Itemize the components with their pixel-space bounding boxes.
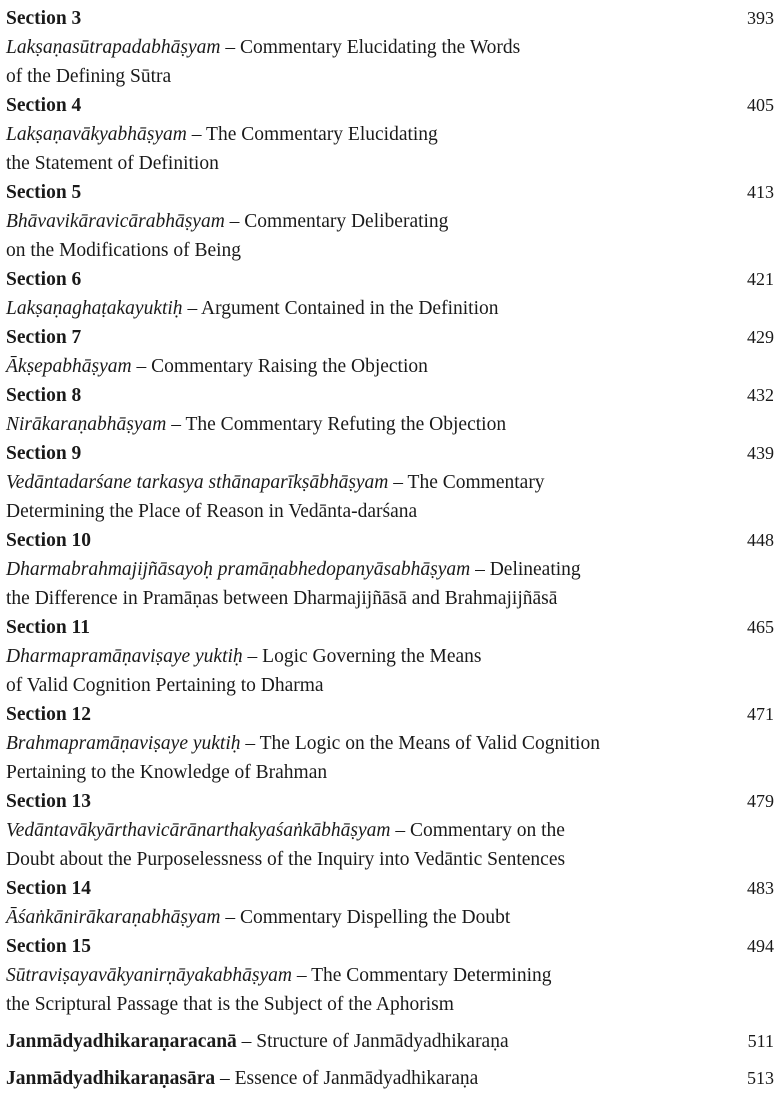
- english-description-continued: Pertaining to the Knowledge of Brahman: [6, 762, 328, 783]
- toc-entry-section-10: [6, 526, 778, 613]
- section-label: Section 11: [6, 617, 90, 638]
- toc-entry-structure: [6, 1027, 778, 1056]
- page-number: 483: [747, 878, 774, 898]
- english-description-continued: the Statement of Definition: [6, 153, 219, 174]
- english-description: – Logic Governing the Means: [242, 646, 482, 667]
- sanskrit-title: Dharmapramāṇaviṣaye yuktiḥ: [6, 646, 243, 667]
- english-description: – Commentary Deliberating: [224, 211, 449, 232]
- page-number: 439: [747, 443, 774, 463]
- section-label: Section 15: [6, 936, 92, 957]
- page-number: 421: [747, 269, 774, 289]
- sanskrit-title: Dharmabrahmajijñāsayoḥ pramāṇabhedopanyāsabhāṣyam: [6, 559, 471, 580]
- english-description-continued: the Scriptural Passage that is the Subject of the Aphorism: [6, 994, 454, 1015]
- toc-entry-section-8: [6, 381, 778, 439]
- english-description-continued: of the Defining Sūtra: [6, 66, 172, 87]
- english-description: – Commentary Dispelling the Doubt: [220, 907, 511, 928]
- page-number: 511: [747, 1031, 774, 1051]
- sanskrit-title: Nirākaraṇabhāṣyam: [6, 414, 167, 435]
- english-description: – Structure of Janmādyadhikaraṇa: [236, 1031, 509, 1052]
- sanskrit-title: Ākṣepabhāṣyam: [6, 356, 132, 377]
- sanskrit-title: Lakṣaṇavākyabhāṣyam: [6, 124, 187, 145]
- section-label: Section 13: [6, 791, 92, 812]
- english-description: – The Commentary Elucidating: [186, 124, 438, 145]
- spacer: [6, 1056, 778, 1064]
- toc-entry-section-14: [6, 874, 778, 932]
- sanskrit-title: Vedāntavākyārthavicārānarthakyaśaṅkābhāṣyam: [6, 820, 391, 841]
- page-number: 432: [747, 385, 774, 405]
- toc-entry-section-5: [6, 178, 778, 265]
- english-description-continued: Doubt about the Purposelessness of the Inquiry into Vedāntic Sentences: [6, 849, 566, 870]
- toc-entry-section-13: [6, 787, 778, 874]
- english-description: – Delineating: [470, 559, 581, 580]
- sanskrit-title: Vedāntadarśane tarkasya sthānaparīkṣābhāṣyam: [6, 472, 389, 493]
- page-number: 405: [747, 95, 774, 115]
- section-label: Section 10: [6, 530, 92, 551]
- section-label: Section 9: [6, 443, 82, 464]
- page-number: 494: [747, 936, 774, 956]
- english-description-continued: Determining the Place of Reason in Vedānta-darśana: [6, 501, 418, 522]
- section-label: Section 6: [6, 269, 82, 290]
- english-description: – Commentary Raising the Objection: [131, 356, 428, 377]
- english-description: – Argument Contained in the Definition: [182, 298, 499, 319]
- toc-entry-section-11: [6, 613, 778, 700]
- page-number: 471: [747, 704, 774, 724]
- sanskrit-title: Lakṣaṇasūtrapadabhāṣyam: [6, 37, 221, 58]
- english-description: – Essence of Janmādyadhikaraṇa: [215, 1068, 479, 1089]
- page-number: 393: [747, 8, 774, 28]
- english-description: – The Commentary: [388, 472, 545, 493]
- english-description: – The Commentary Refuting the Objection: [166, 414, 507, 435]
- sanskrit-title: Lakṣaṇaghaṭakayuktiḥ: [6, 298, 183, 319]
- section-label: Section 3: [6, 8, 82, 29]
- sanskrit-title: Bhāvavikāravicārabhāṣyam: [6, 211, 225, 232]
- section-label: Section 12: [6, 704, 92, 725]
- sanskrit-title: Sūtraviṣayavākyanirṇāyakabhāṣyam: [6, 965, 292, 986]
- table-of-contents: [6, 4, 778, 1093]
- entry-title: Janmādyadhikaraṇasāra: [6, 1068, 216, 1089]
- sanskrit-title: Brahmapramāṇaviṣaye yuktiḥ: [6, 733, 241, 754]
- toc-entry-essence: [6, 1064, 778, 1093]
- page-number: 448: [747, 530, 774, 550]
- page-number: 513: [747, 1068, 774, 1088]
- english-description: – Commentary on the: [390, 820, 565, 841]
- english-description: – The Commentary Determining: [291, 965, 552, 986]
- english-description: – Commentary Elucidating the Words: [220, 37, 521, 58]
- toc-entry-section-15: [6, 932, 778, 1019]
- page-number: 413: [747, 182, 774, 202]
- page-number: 465: [747, 617, 774, 637]
- toc-entry-section-7: [6, 323, 778, 381]
- page-number: 429: [747, 327, 774, 347]
- toc-entry-section-3: [6, 4, 778, 91]
- english-description-continued: of Valid Cognition Pertaining to Dharma: [6, 675, 324, 696]
- english-description-continued: on the Modifications of Being: [6, 240, 242, 261]
- spacer: [6, 1019, 778, 1027]
- section-label: Section 4: [6, 95, 82, 116]
- section-label: Section 5: [6, 182, 82, 203]
- entry-title: Janmādyadhikaraṇaracanā: [6, 1031, 237, 1052]
- toc-entry-section-12: [6, 700, 778, 787]
- english-description: – The Logic on the Means of Valid Cognition: [240, 733, 600, 754]
- section-label: Section 8: [6, 385, 82, 406]
- section-label: Section 14: [6, 878, 92, 899]
- sanskrit-title: Āśaṅkānirākaraṇabhāṣyam: [6, 907, 221, 928]
- toc-entry-section-6: [6, 265, 778, 323]
- section-label: Section 7: [6, 327, 82, 348]
- toc-entry-section-9: [6, 439, 778, 526]
- page-number: 479: [747, 791, 774, 811]
- english-description-continued: the Difference in Pramāṇas between Dharmajijñāsā and Brahmajijñāsā: [6, 588, 558, 609]
- toc-entry-section-4: [6, 91, 778, 178]
